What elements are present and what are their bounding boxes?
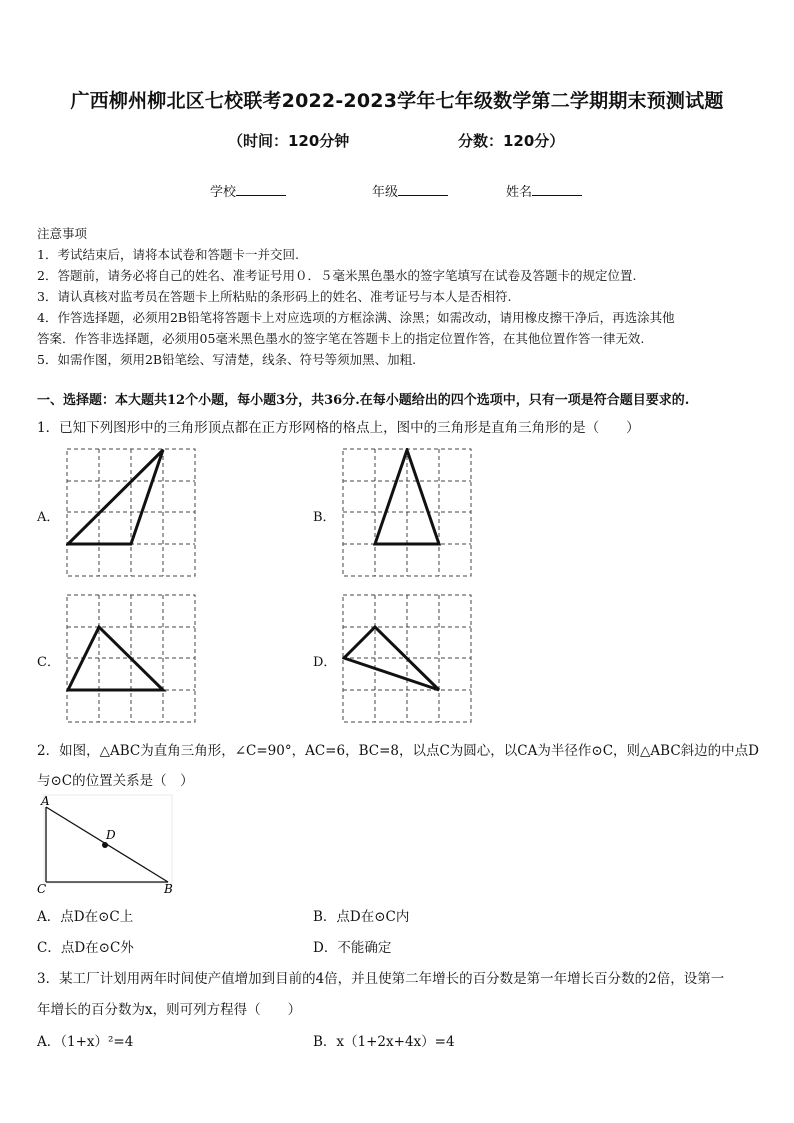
grid — [67, 449, 195, 576]
grid — [343, 449, 471, 576]
q1-option-a-figure — [66, 448, 196, 578]
grade-blank — [398, 183, 448, 196]
q2-option-d: D．不能确定 — [313, 940, 392, 956]
grade-label: 年级 — [372, 185, 399, 200]
note-item: 3．请认真核对监考员在答题卡上所粘贴的条形码上的姓名、准考证号与本人是否相符. — [37, 289, 512, 304]
q1-option-c-figure — [66, 594, 196, 724]
note-item: 2．答题前，请务必将自己的姓名、准考证号用０．５毫米黑色墨水的签字笔填写在试卷及答题卡的规定位置. — [37, 268, 637, 283]
school-label: 学校 — [210, 185, 237, 200]
q1-option-b-figure — [342, 448, 472, 578]
name-label: 姓名 — [506, 185, 533, 200]
question-3-line2: 年增长的百分数为x，则可列方程得（ ） — [37, 1002, 302, 1018]
label-a: A — [41, 794, 50, 808]
triangle — [68, 450, 163, 544]
q1-option-d-figure — [342, 594, 472, 724]
grade-field — [372, 181, 448, 200]
question-2-line1: 2．如图，△ABC为直角三角形，∠C=90°，AC=6，BC=8，以点C为圆心，以CA为半径作⊙C，则△ABC斜边的中点D — [37, 743, 759, 759]
notes-heading: 注意事项 — [37, 226, 88, 241]
label-b: B — [164, 882, 173, 896]
note-item: 1．考试结束后，请将本试卷和答题卡一并交回. — [37, 247, 299, 262]
q2-option-b: B．点D在⊙C内 — [313, 909, 410, 925]
name-field — [506, 181, 582, 200]
q3-option-b: B．x（1+2x+4x）=4 — [313, 1034, 455, 1050]
q1-option-c-label: C． — [37, 655, 60, 670]
section-heading: 一、选择题：本大题共12个小题，每小题3分，共36分.在每小题给出的四个选项中，只有一项是符合题目要求的. — [37, 393, 690, 408]
question-1-text: 1．已知下列图形中的三角形顶点都在正方形网格的格点上，图中的三角形是直角三角形的是（ ） — [37, 420, 640, 436]
q2-triangle-figure — [34, 792, 184, 897]
q1-option-a-label: A． — [37, 510, 60, 525]
school-blank — [236, 183, 286, 196]
q2-option-a: A．点D在⊙C上 — [37, 909, 134, 925]
label-d: D — [106, 828, 116, 842]
q1-option-b-label: B． — [313, 510, 336, 525]
exam-score: 分数：120分） — [458, 132, 565, 150]
note-item: 4．作答选择题，必须用2B铅笔将答题卡上对应选项的方框涂满、涂黑；如需改动，请用橡皮擦干净后，再选涂其他 — [37, 310, 675, 325]
label-c: C — [37, 882, 47, 896]
question-3-line1: 3．某工厂计划用两年时间使产值增加到目前的4倍，并且使第二年增长的百分数是第一年增长百分数的2倍，设第一 — [37, 971, 725, 987]
triangle — [68, 627, 163, 690]
note-item: 答案．作答非选择题，必须用05毫米黑色墨水的签字笔在答题卡上的指定位置作答，在其他位置作答一律无效. — [37, 331, 645, 346]
page-title: 广西柳州柳北区七校联考2022-2023学年七年级数学第二学期期末预测试题 — [70, 90, 724, 112]
question-2-line2: 与⊙C的位置关系是（ ） — [37, 773, 194, 789]
name-blank — [532, 183, 582, 196]
q2-option-c: C．点D在⊙C外 — [37, 940, 134, 956]
q3-option-a: A．（1+x）²=4 — [37, 1034, 134, 1050]
school-field — [210, 181, 286, 200]
exam-time: （时间：120分钟 — [228, 132, 350, 150]
note-item: 5．如需作图，须用2B铅笔绘、写清楚，线条、符号等须加黑、加粗. — [37, 352, 417, 367]
midpoint-d — [102, 842, 108, 848]
q1-option-d-label: D． — [313, 655, 337, 670]
